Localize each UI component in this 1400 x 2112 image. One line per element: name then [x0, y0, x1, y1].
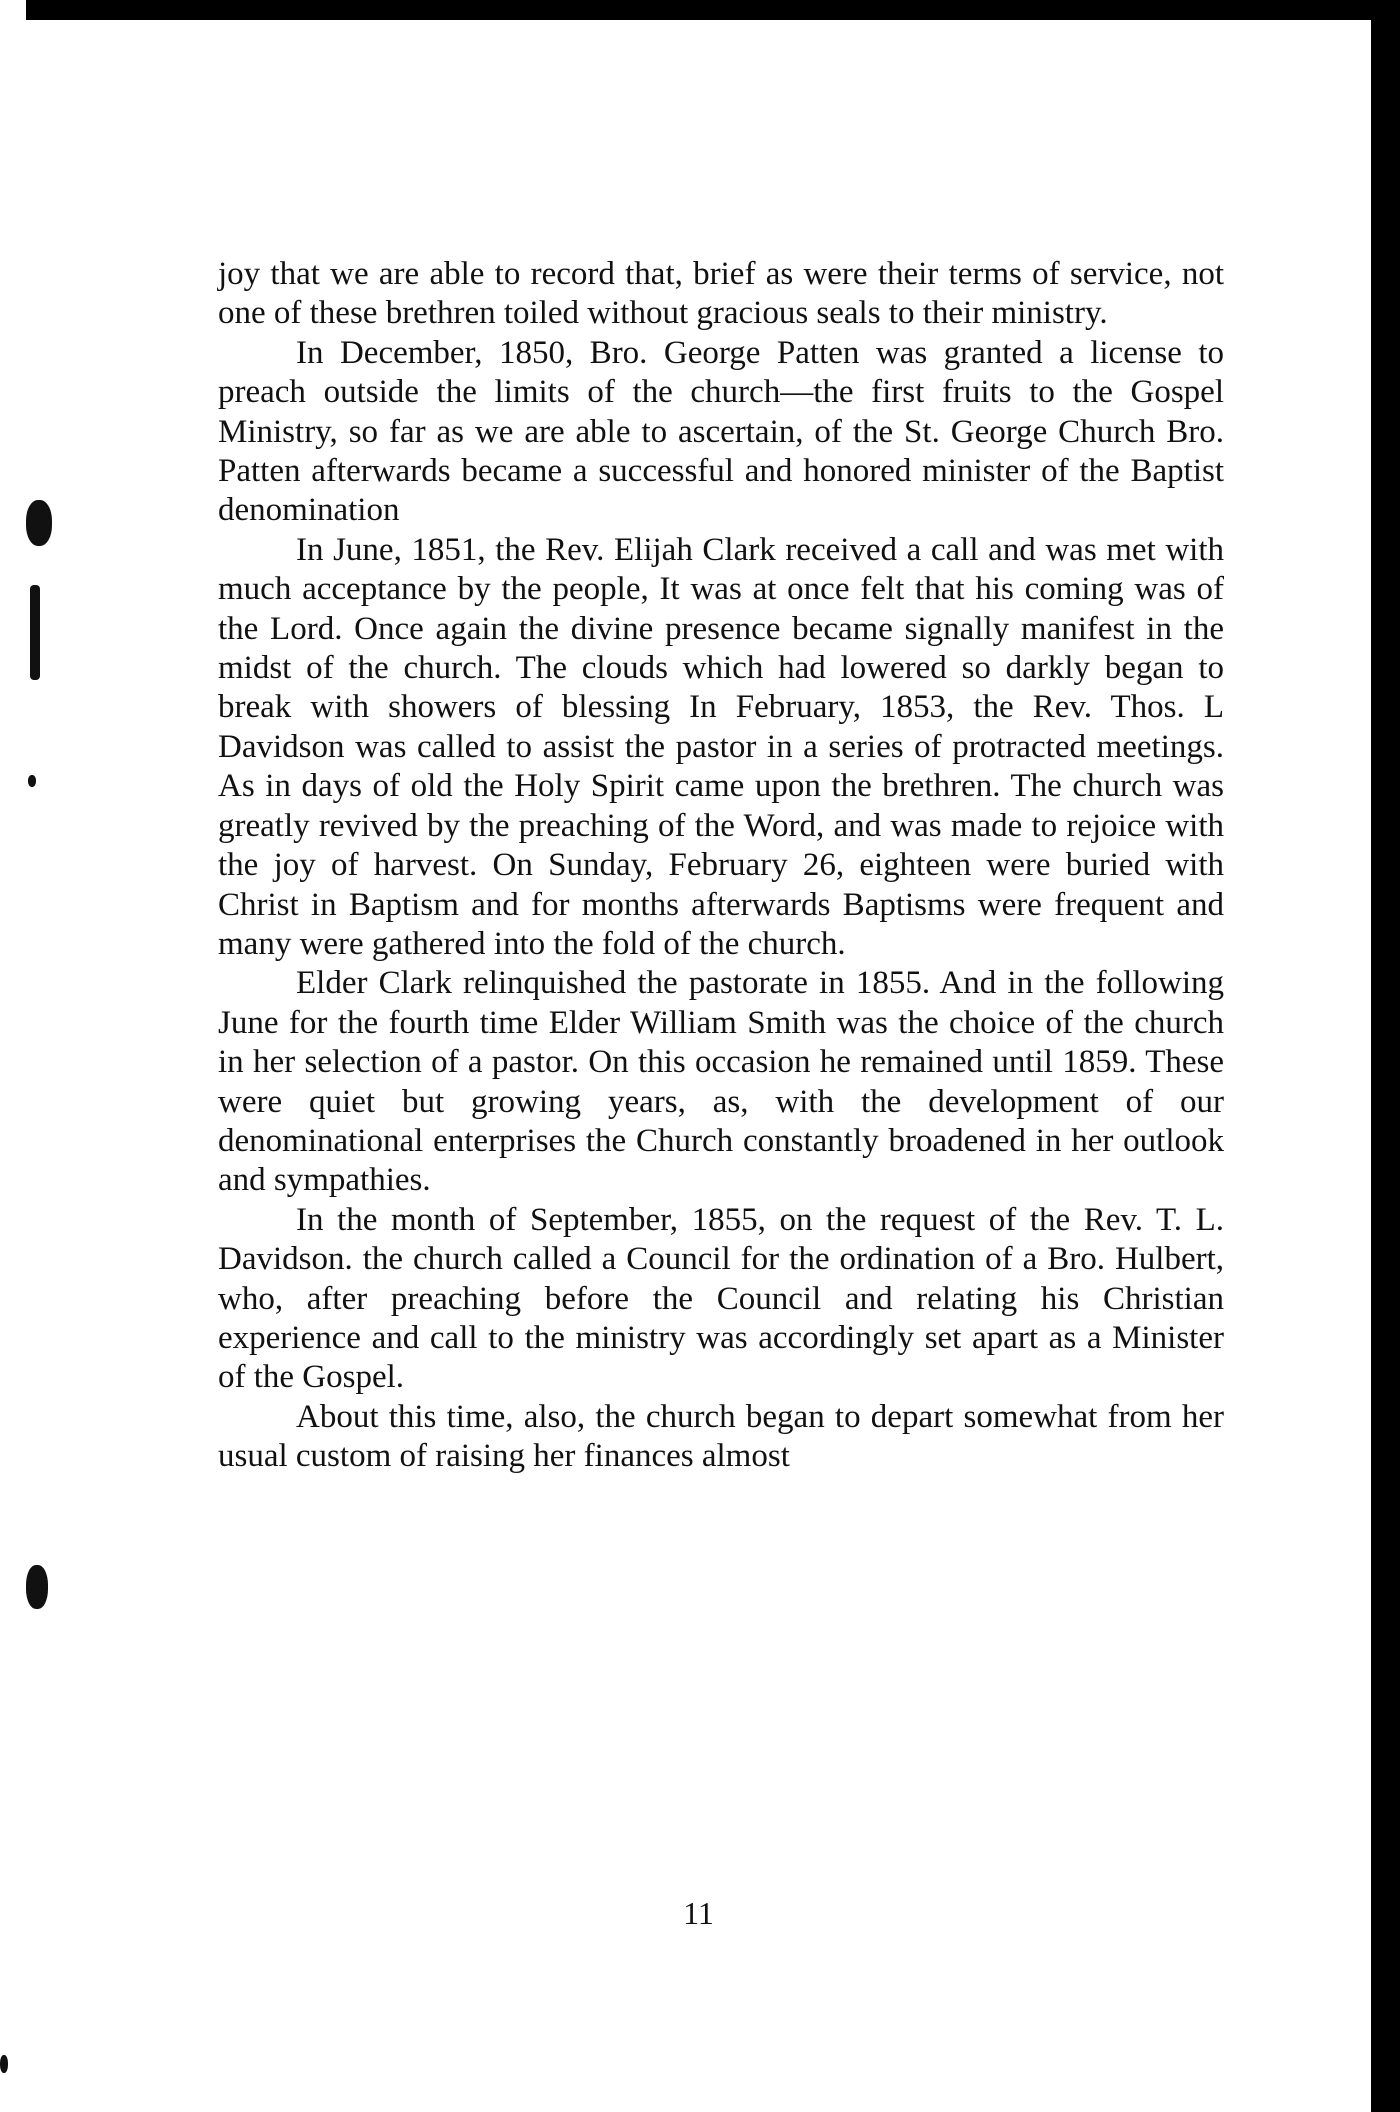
body-text [218, 255, 1224, 1477]
binding-dot-mark [0, 2055, 8, 2073]
paragraph-elijah-clark: In June, 1851, the Rev. Elijah Clark received a call and was met with much acceptance by the people, It was at once felt that his coming was of the Lord. Once again the divine presence became signally manifest in the midst of the church. The clouds which had lowered so darkly began to break with showers of blessing In February, 1853, the Rev. Thos. L Davidson was called to assist the pastor in a series of protracted meetings. As in days of old the Holy Spirit came upon the brethren. The church was greatly revived by the preaching of the Word, and was made to rejoice with the joy of harvest. On Sunday, February 26, eighteen were buried with Christ in Baptism and for months afterwards Baptisms were frequent and many were gathered into the fold of the church. [218, 531, 1224, 962]
binding-stitch-mark [30, 585, 40, 680]
paragraph-finances: About this time, also, the church began to depart somewhat from her usual custom of raising her finances almost [218, 1398, 1224, 1475]
binding-hole-mark [26, 1565, 48, 1609]
paragraph-patten-license: In December, 1850, Bro. George Patten was granted a license to preach outside the limits of the church—the first fruits to the Gospel Ministry, so far as we are able to ascertain, of the St. George Church Bro. Patten afterwards became a successful and honored minister of the Baptist denomination [218, 334, 1224, 529]
page-number: 11 [683, 1895, 714, 1931]
paragraph-hulbert-ordination: In the month of September, 1855, on the request of the Rev. T. L. Davidson. the church called a Council for the ordination of a Bro. Hulbert, who, after preaching before the Council and relating his Christian experience and call to the ministry was accordingly set apart as a Minister of the Gospel. [218, 1201, 1224, 1396]
paragraph-continuation: joy that we are able to record that, brief as were their terms of service, not one of these brethren toiled without gracious seals to their ministry. [218, 256, 1224, 332]
paragraph-elder-clark-relinquished: Elder Clark relinquished the pastorate in 1855. And in the following June for the fourth time Elder William Smith was the choice of the church in her selection of a pastor. On this occasion he remained until 1859. These were quiet but growing years, as, with the development of our denominational enterprises the Church constantly broadened in her outlook and sympathies. [218, 965, 1224, 1199]
book-page [26, 20, 1371, 2112]
page-left-edge [0, 0, 26, 2112]
binding-dot-mark [28, 775, 36, 787]
binding-hole-mark [26, 500, 52, 546]
